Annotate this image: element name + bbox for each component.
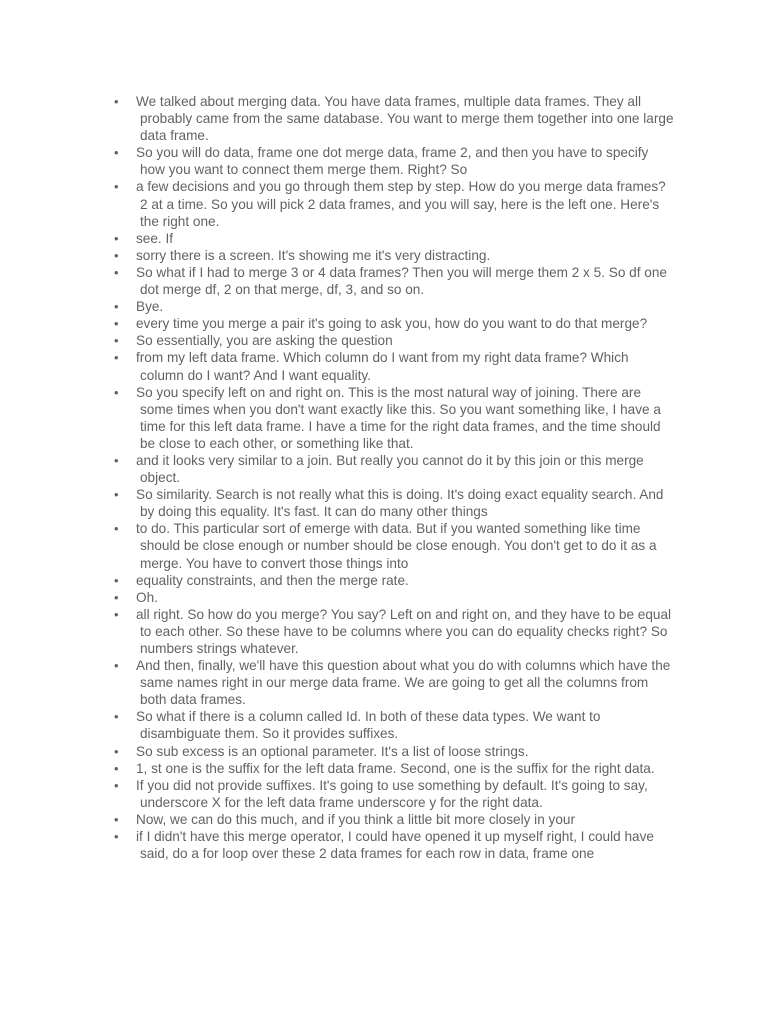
list-item-text: We talked about merging data. You have data frames, multiple data frames. They all probably came from the same database. You want to merge them together into one large data frame.	[136, 94, 674, 144]
list-item-text: a few decisions and you go through them step by step. How do you merge data frames? 2 at a time. So you will pick 2 data frames, and you will say, here is the left one. Here's the right one.	[136, 179, 666, 229]
list-item	[114, 760, 674, 777]
bullet-icon: •	[114, 709, 119, 725]
bullet-icon: •	[114, 811, 119, 827]
list-item	[114, 777, 674, 811]
bullet-icon: •	[114, 230, 119, 246]
bullet-icon: •	[114, 572, 119, 588]
list-item-text: 1, st one is the suffix for the left data frame. Second, one is the suffix for the right data.	[136, 760, 655, 776]
bullet-icon: •	[114, 247, 119, 263]
bullet-icon: •	[114, 777, 119, 793]
bullet-icon: •	[114, 145, 119, 161]
list-item-text: So what if I had to merge 3 or 4 data frames? Then you will merge them 2 x 5. So df one dot merge df, 2 on that merge, df, 3, and so on.	[136, 264, 667, 298]
list-item	[114, 315, 674, 332]
list-item-text: sorry there is a screen. It's showing me it's very distracting.	[136, 247, 491, 263]
list-item	[114, 708, 674, 742]
list-item-text: and it looks very similar to a join. But really you cannot do it by this join or this merge object.	[136, 452, 644, 486]
list-item	[114, 811, 674, 828]
bullet-icon: •	[114, 658, 119, 674]
list-item	[114, 657, 674, 708]
list-item	[114, 332, 674, 349]
list-item-text: So similarity. Search is not really what this is doing. It's doing exact equality search. And by doing this equality. It's fast. It can do many other things	[136, 487, 664, 520]
list-item	[114, 264, 674, 298]
list-item-text: So you specify left on and right on. This is the most natural way of joining. There are some times when you don't want exactly like this. So you want something like, I have a time for this left data frame. I have a time for the right data frames, and the time should be close to each other, or something like that.	[136, 384, 661, 451]
list-item	[114, 93, 674, 144]
list-item	[114, 247, 674, 264]
bullet-icon: •	[114, 179, 119, 195]
list-item	[114, 743, 674, 760]
bullet-icon: •	[114, 264, 119, 280]
list-item	[114, 828, 674, 862]
list-item	[114, 606, 674, 657]
list-item-text: Bye.	[136, 299, 164, 315]
bullet-icon: •	[114, 606, 119, 622]
list-item-text: Oh.	[136, 589, 158, 605]
list-item-text: Now, we can do this much, and if you think a little bit more closely in your	[136, 811, 575, 827]
list-item-text: If you did not provide suffixes. It's going to use something by default. It's going to say, underscore X for the left data frame underscore y for the right data.	[136, 777, 648, 810]
list-item	[114, 349, 674, 383]
list-item	[114, 589, 674, 606]
list-item	[114, 486, 674, 520]
bullet-icon: •	[114, 299, 119, 315]
bullet-icon: •	[114, 452, 119, 468]
bullet-icon: •	[114, 350, 119, 366]
transcript-bullet-list	[114, 93, 674, 862]
list-item-text: So what if there is a column called Id. In both of these data types. We want to disambiguate them. So it provides suffixes.	[136, 709, 601, 742]
bullet-icon: •	[114, 487, 119, 503]
bullet-icon: •	[114, 316, 119, 332]
list-item-text: And then, finally, we'll have this question about what you do with columns which have the same names right in our merge data frame. We are going to get all the columns from both data frames.	[136, 658, 671, 708]
list-item	[114, 520, 674, 571]
list-item	[114, 298, 674, 315]
list-item	[114, 178, 674, 229]
bullet-icon: •	[114, 94, 119, 109]
bullet-icon: •	[114, 829, 119, 845]
bullet-icon: •	[114, 521, 119, 537]
bullet-icon: •	[114, 760, 119, 776]
list-item	[114, 144, 674, 178]
list-item-text: see. If	[136, 230, 174, 246]
list-item-text: from my left data frame. Which column do I want from my right data frame? Which column do I want? And I want equality.	[136, 350, 629, 383]
list-item-text: So you will do data, frame one dot merge data, frame 2, and then you have to specify how you want to connect them merge them. Right? So	[136, 145, 649, 178]
bullet-icon: •	[114, 384, 119, 400]
list-item-text: So essentially, you are asking the question	[136, 333, 393, 349]
list-item-text: every time you merge a pair it's going to ask you, how do you want to do that merge?	[136, 316, 648, 332]
bullet-icon: •	[114, 743, 119, 759]
list-item-text: if I didn't have this merge operator, I could have opened it up myself right, I could have said, do a for loop over these 2 data frames for each row in data, frame one	[136, 829, 654, 862]
bullet-icon: •	[114, 589, 119, 605]
list-item-text: to do. This particular sort of emerge with data. But if you wanted something like time should be close enough or number should be close enough. You don't get to do it as a merge. You have to convert those things into	[136, 521, 657, 571]
bullet-icon: •	[114, 333, 119, 349]
list-item	[114, 384, 674, 452]
list-item-text: So sub excess is an optional parameter. It's a list of loose strings.	[136, 743, 529, 759]
list-item	[114, 230, 674, 247]
list-item-text: all right. So how do you merge? You say? Left on and right on, and they have to be equal to each other. So these have to be columns where you can do equality checks right? So numbers strings whatever.	[136, 606, 672, 656]
list-item-text: equality constraints, and then the merge rate.	[136, 572, 409, 588]
list-item	[114, 572, 674, 589]
list-item	[114, 452, 674, 486]
